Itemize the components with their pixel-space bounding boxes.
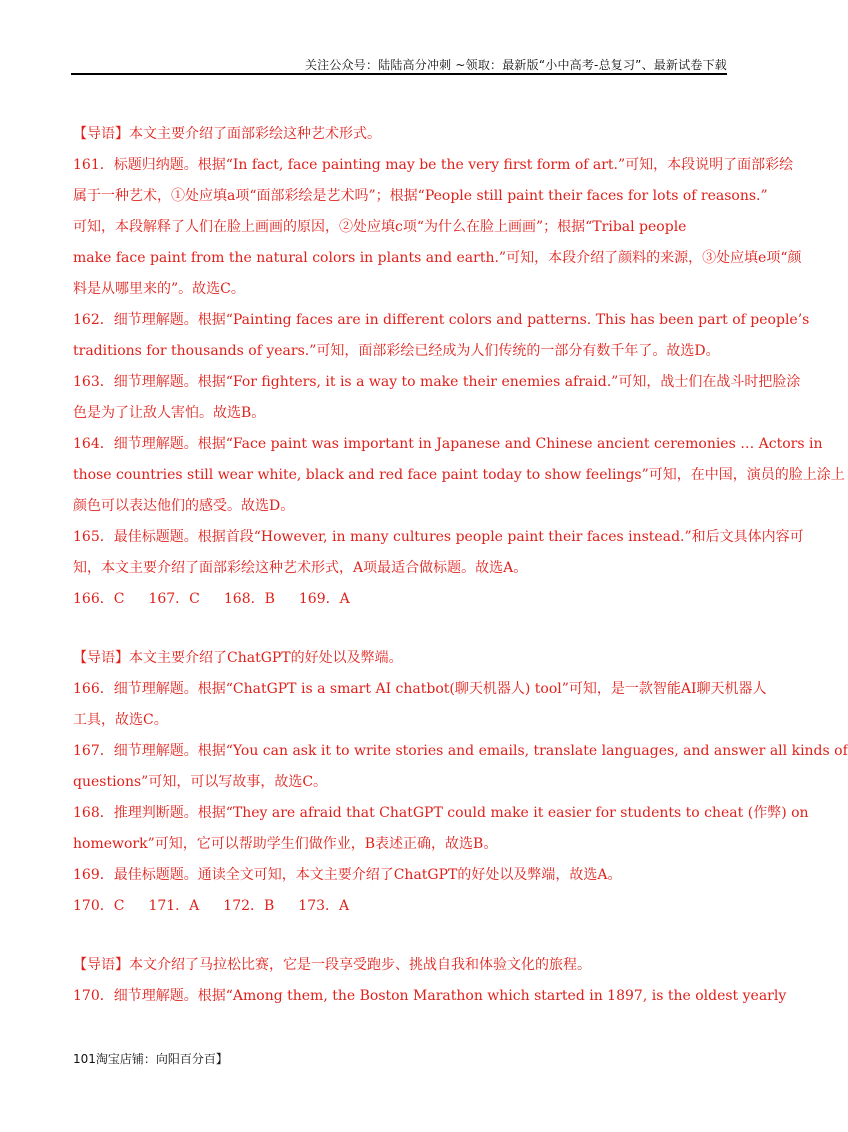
explanation-line: 料是从哪里来的”。故选C。	[73, 281, 245, 297]
explanation-line: 属于一种艺术，①处应填a项“面部彩绘是艺术吗”；根据“People still paint their faces for lots of reasons.”	[73, 188, 768, 204]
page-header-text: 关注公众号：陆陆高分冲刺 ~领取：最新版“小中高考-总复习”、最新试卷下载	[304, 58, 727, 72]
explanation-line: 162．细节理解题。根据“Painting faces are in different colors and patterns. This has been part of people’s	[73, 312, 810, 328]
explanation-line: 166．细节理解题。根据“ChatGPT is a smart AI chatbot(聊天机器人) tool”可知，是一款智能AI聊天机器人	[73, 681, 767, 697]
explanation-line: 知，本文主要介绍了面部彩绘这种艺术形式，A项最适合做标题。故选A。	[73, 560, 528, 576]
page-footer-text: 101淘宝店铺：向阳百分百】	[73, 1052, 228, 1066]
answer-item: 173．A	[298, 898, 350, 914]
explanation-line: 工具，故选C。	[73, 712, 168, 728]
section-spacer	[73, 615, 728, 643]
explanation-line: 165．最佳标题题。根据首段“However, in many cultures people paint their faces instead.”和后文具体内容可	[73, 529, 804, 545]
explanation-line: 170．细节理解题。根据“Among them, the Boston Marathon which started in 1897, is the oldest yearly	[73, 988, 787, 1004]
section-spacer	[73, 922, 728, 950]
answer-key-row	[73, 891, 728, 922]
explanation-line: 163．细节理解题。根据“For fighters, it is a way to make their enemies afraid.”可知，战士们在战斗时把脸涂	[73, 374, 801, 390]
explanation-line: questions”可知，可以写故事，故选C。	[73, 774, 328, 790]
passage-intro: 【导语】本文介绍了马拉松比赛，它是一段享受跑步、挑战自我和体验文化的旅程。	[73, 957, 591, 973]
answer-item: 172．B	[223, 898, 275, 914]
answer-key-row	[73, 584, 728, 615]
answer-item: 168．B	[223, 591, 275, 607]
explanation-line: 168．推理判断题。根据“They are afraid that ChatGPT could make it easier for students to cheat (作弊) on	[73, 805, 809, 821]
answer-item: 171．A	[148, 898, 200, 914]
explanation-line: 169．最佳标题题。通读全文可知，本文主要介绍了ChatGPT的好处以及弊端，故选A。	[73, 867, 622, 883]
answer-item: 167．C	[148, 591, 200, 607]
answer-item: 166．C	[73, 591, 125, 607]
answer-item: 170．C	[73, 898, 125, 914]
answer-item: 169．A	[298, 591, 350, 607]
explanation-line: 色是为了让敌人害怕。故选B。	[73, 405, 266, 421]
explanation-line: those countries still wear white, black and red face paint today to show feelings”可知，在中国，演员的脸上涂上	[73, 467, 845, 483]
header-divider	[71, 73, 727, 75]
passage-intro: 【导语】本文主要介绍了ChatGPT的好处以及弊端。	[73, 650, 403, 666]
answer-explanations	[73, 119, 848, 1012]
explanation-line: make face paint from the natural colors in plants and earth.”可知，本段介绍了颜料的来源，③处应填e项“颜	[73, 250, 802, 266]
explanation-line: 164．细节理解题。根据“Face paint was important in Japanese and Chinese ancient ceremonies … Actors in	[73, 436, 823, 452]
explanation-line: 167．细节理解题。根据“You can ask it to write stories and emails, translate languages, and answer all kinds of	[73, 743, 848, 759]
explanation-line: 161．标题归纳题。根据“In fact, face painting may be the very first form of art.”可知，本段说明了面部彩绘	[73, 157, 794, 173]
explanation-line: 可知，本段解释了人们在脸上画画的原因，②处应填c项“为什么在脸上画画”；根据“Tribal people	[73, 219, 687, 235]
explanation-line: 颜色可以表达他们的感受。故选D。	[73, 498, 295, 514]
explanation-line: homework”可知，它可以帮助学生们做作业，B表述正确，故选B。	[73, 836, 498, 852]
explanation-line: traditions for thousands of years.”可知，面部彩绘已经成为人们传统的一部分有数千年了。故选D。	[73, 343, 720, 359]
passage-intro: 【导语】本文主要介绍了面部彩绘这种艺术形式。	[73, 126, 381, 142]
